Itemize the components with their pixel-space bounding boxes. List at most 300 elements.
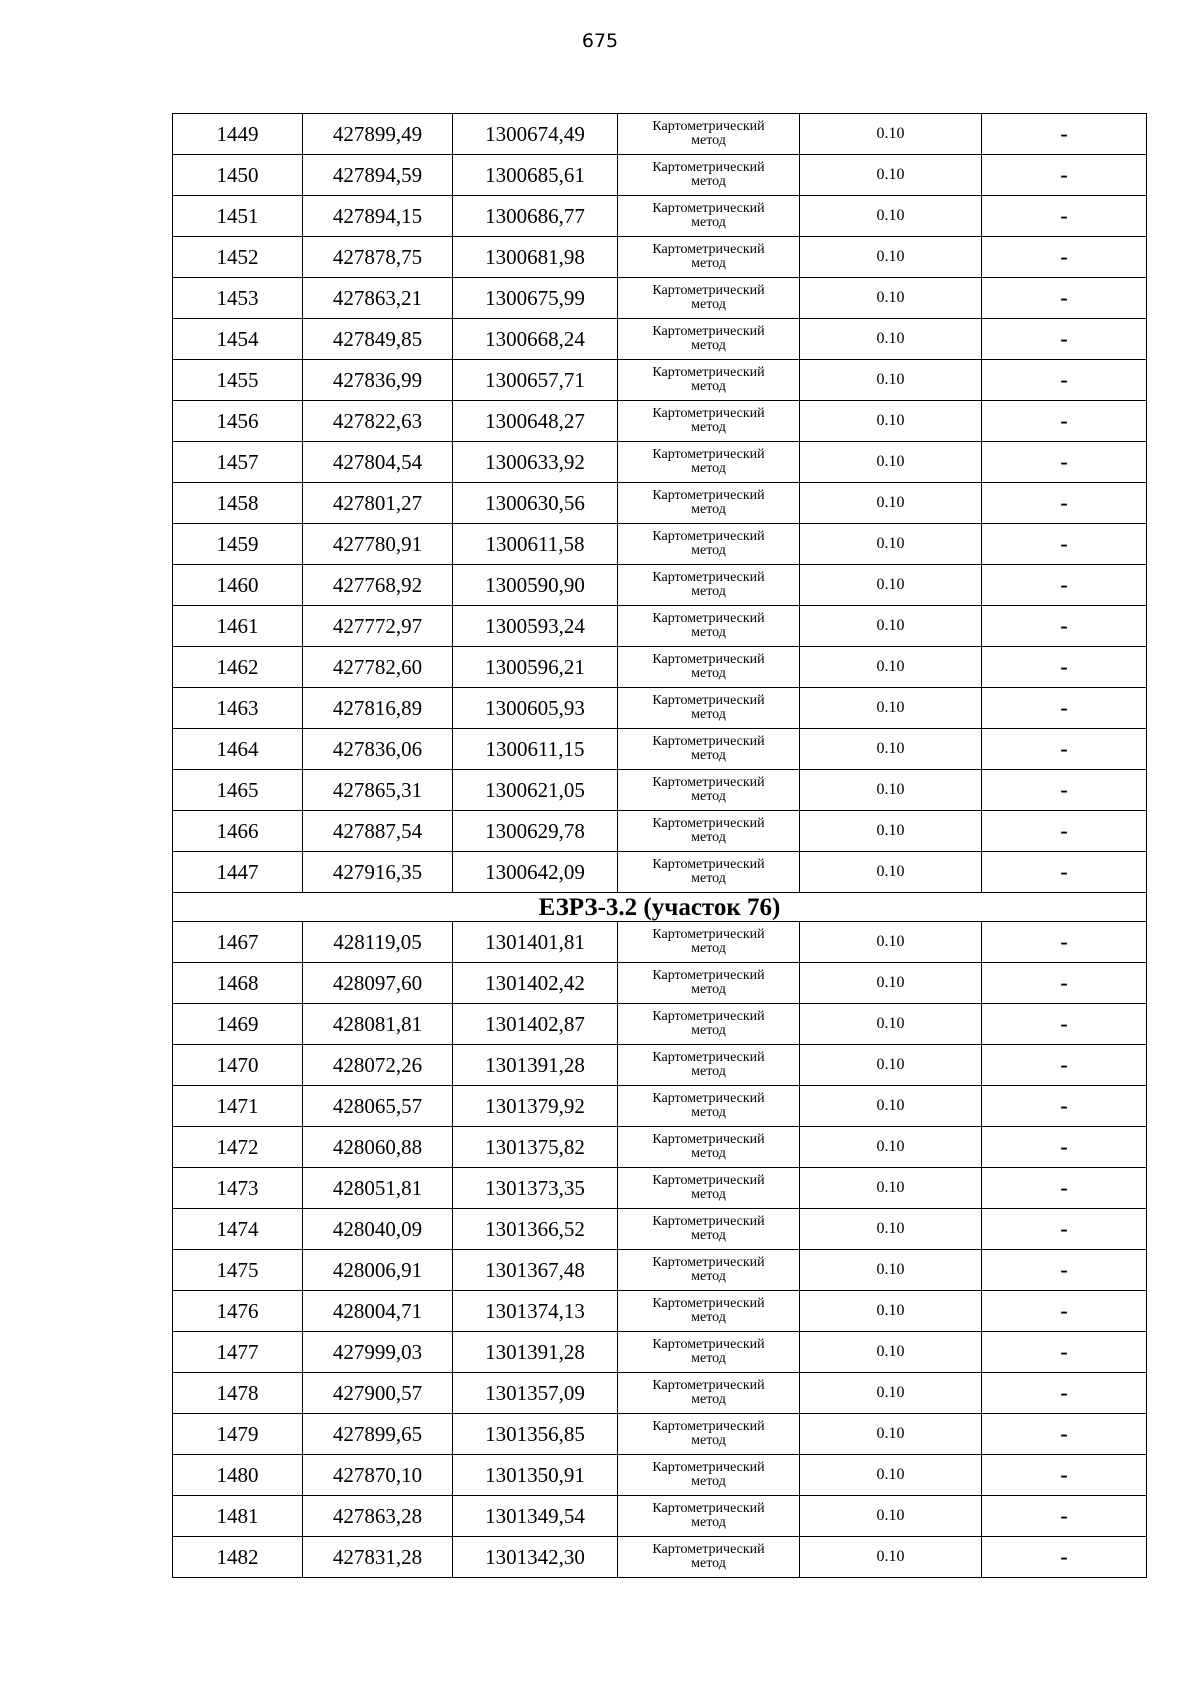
y-coordinate-cell: 1301375,82	[453, 1127, 618, 1168]
method-cell	[618, 1127, 800, 1168]
method-label-line2: метод	[691, 543, 726, 558]
method-cell	[618, 1455, 800, 1496]
table-row	[173, 688, 1147, 729]
method-cell	[618, 565, 800, 606]
method-cell	[618, 606, 800, 647]
x-coordinate-cell: 427878,75	[303, 237, 453, 278]
accuracy-cell: 0.10	[800, 1414, 982, 1455]
point-number-cell: 1478	[173, 1373, 303, 1414]
x-coordinate-cell: 428081,81	[303, 1004, 453, 1045]
description-cell: -	[982, 1496, 1147, 1537]
method-label-line1: Картометрический	[652, 119, 765, 134]
method-cell	[618, 524, 800, 565]
method-label-line2: метод	[691, 1064, 726, 1079]
page-number: 675	[581, 30, 619, 52]
method-label-line1: Картометрический	[652, 1255, 765, 1270]
table-row	[173, 770, 1147, 811]
x-coordinate-cell: 427836,99	[303, 360, 453, 401]
table-row	[173, 1004, 1147, 1045]
method-label-line2: метод	[691, 1310, 726, 1325]
table-row	[173, 196, 1147, 237]
point-number-cell: 1468	[173, 963, 303, 1004]
method-label-line1: Картометрический	[652, 611, 765, 626]
y-coordinate-cell: 1300642,09	[453, 852, 618, 893]
table-row	[173, 1373, 1147, 1414]
method-cell	[618, 811, 800, 852]
method-label-line1: Картометрический	[652, 447, 765, 462]
point-number-cell: 1450	[173, 155, 303, 196]
description-cell: -	[982, 1209, 1147, 1250]
method-cell	[618, 647, 800, 688]
method-cell	[618, 963, 800, 1004]
accuracy-cell: 0.10	[800, 1455, 982, 1496]
point-number-cell: 1457	[173, 442, 303, 483]
description-cell: -	[982, 770, 1147, 811]
method-label-line2: метод	[691, 215, 726, 230]
method-label-line1: Картометрический	[652, 927, 765, 942]
description-cell: -	[982, 1414, 1147, 1455]
table-row	[173, 1414, 1147, 1455]
point-number-cell: 1472	[173, 1127, 303, 1168]
x-coordinate-cell: 427822,63	[303, 401, 453, 442]
method-label-line2: метод	[691, 1105, 726, 1120]
point-number-cell: 1471	[173, 1086, 303, 1127]
x-coordinate-cell: 427894,15	[303, 196, 453, 237]
x-coordinate-cell: 427801,27	[303, 483, 453, 524]
method-label-line1: Картометрический	[652, 1050, 765, 1065]
method-label-line2: метод	[691, 666, 726, 681]
table-row	[173, 1127, 1147, 1168]
table-row	[173, 647, 1147, 688]
point-number-cell: 1475	[173, 1250, 303, 1291]
point-number-cell: 1481	[173, 1496, 303, 1537]
point-number-cell: 1473	[173, 1168, 303, 1209]
table-row	[173, 852, 1147, 893]
method-label-line2: метод	[691, 871, 726, 886]
table-row	[173, 1045, 1147, 1086]
description-cell: -	[982, 729, 1147, 770]
description-cell: -	[982, 237, 1147, 278]
y-coordinate-cell: 1300674,49	[453, 114, 618, 155]
method-cell	[618, 401, 800, 442]
method-cell	[618, 1086, 800, 1127]
method-label-line1: Картометрический	[652, 1419, 765, 1434]
method-label-line2: метод	[691, 1146, 726, 1161]
description-cell: -	[982, 1537, 1147, 1578]
method-label-line1: Картометрический	[652, 775, 765, 790]
y-coordinate-cell: 1300611,58	[453, 524, 618, 565]
accuracy-cell: 0.10	[800, 1168, 982, 1209]
point-number-cell: 1479	[173, 1414, 303, 1455]
method-cell	[618, 360, 800, 401]
x-coordinate-cell: 427870,10	[303, 1455, 453, 1496]
x-coordinate-cell: 427865,31	[303, 770, 453, 811]
method-label-line2: метод	[691, 830, 726, 845]
table-row	[173, 1496, 1147, 1537]
x-coordinate-cell: 427916,35	[303, 852, 453, 893]
point-number-cell: 1462	[173, 647, 303, 688]
accuracy-cell: 0.10	[800, 1004, 982, 1045]
method-cell	[618, 1168, 800, 1209]
method-cell	[618, 1537, 800, 1578]
x-coordinate-cell: 427816,89	[303, 688, 453, 729]
method-label-line1: Картометрический	[652, 570, 765, 585]
method-cell	[618, 1004, 800, 1045]
x-coordinate-cell: 427894,59	[303, 155, 453, 196]
method-label-line1: Картометрический	[652, 693, 765, 708]
description-cell: -	[982, 922, 1147, 963]
y-coordinate-cell: 1301342,30	[453, 1537, 618, 1578]
method-cell	[618, 1414, 800, 1455]
y-coordinate-cell: 1301357,09	[453, 1373, 618, 1414]
method-cell	[618, 688, 800, 729]
table-row	[173, 1250, 1147, 1291]
y-coordinate-cell: 1300596,21	[453, 647, 618, 688]
y-coordinate-cell: 1301356,85	[453, 1414, 618, 1455]
table-row	[173, 963, 1147, 1004]
y-coordinate-cell: 1300686,77	[453, 196, 618, 237]
table-row	[173, 401, 1147, 442]
method-cell	[618, 1373, 800, 1414]
method-cell	[618, 1332, 800, 1373]
method-cell	[618, 1209, 800, 1250]
point-number-cell: 1477	[173, 1332, 303, 1373]
table-row	[173, 606, 1147, 647]
point-number-cell: 1456	[173, 401, 303, 442]
description-cell: -	[982, 688, 1147, 729]
description-cell: -	[982, 155, 1147, 196]
x-coordinate-cell: 428051,81	[303, 1168, 453, 1209]
y-coordinate-cell: 1300648,27	[453, 401, 618, 442]
accuracy-cell: 0.10	[800, 1373, 982, 1414]
description-cell: -	[982, 1250, 1147, 1291]
method-label-line1: Картометрический	[652, 857, 765, 872]
description-cell: -	[982, 811, 1147, 852]
description-cell: -	[982, 114, 1147, 155]
accuracy-cell: 0.10	[800, 319, 982, 360]
method-cell	[618, 237, 800, 278]
table-row	[173, 729, 1147, 770]
x-coordinate-cell: 427831,28	[303, 1537, 453, 1578]
method-label-line1: Картометрический	[652, 1091, 765, 1106]
method-label-line2: метод	[691, 982, 726, 997]
accuracy-cell: 0.10	[800, 963, 982, 1004]
y-coordinate-cell: 1301379,92	[453, 1086, 618, 1127]
accuracy-cell: 0.10	[800, 1209, 982, 1250]
description-cell: -	[982, 1168, 1147, 1209]
method-label-line1: Картометрический	[652, 1501, 765, 1516]
description-cell: -	[982, 196, 1147, 237]
method-label-line2: метод	[691, 174, 726, 189]
method-label-line1: Картометрический	[652, 652, 765, 667]
description-cell: -	[982, 1332, 1147, 1373]
y-coordinate-cell: 1300630,56	[453, 483, 618, 524]
table-row	[173, 278, 1147, 319]
y-coordinate-cell: 1300633,92	[453, 442, 618, 483]
method-label-line2: метод	[691, 625, 726, 640]
method-label-line1: Картометрический	[652, 160, 765, 175]
point-number-cell: 1470	[173, 1045, 303, 1086]
method-label-line1: Картометрический	[652, 283, 765, 298]
method-label-line1: Картометрический	[652, 406, 765, 421]
method-cell	[618, 278, 800, 319]
point-number-cell: 1463	[173, 688, 303, 729]
method-label-line1: Картометрический	[652, 1009, 765, 1024]
accuracy-cell: 0.10	[800, 1537, 982, 1578]
accuracy-cell: 0.10	[800, 483, 982, 524]
point-number-cell: 1480	[173, 1455, 303, 1496]
accuracy-cell: 0.10	[800, 1291, 982, 1332]
method-label-line1: Картометрический	[652, 488, 765, 503]
accuracy-cell: 0.10	[800, 1496, 982, 1537]
y-coordinate-cell: 1301402,42	[453, 963, 618, 1004]
y-coordinate-cell: 1300593,24	[453, 606, 618, 647]
coordinates-table-body	[173, 114, 1147, 1578]
method-label-line2: метод	[691, 789, 726, 804]
table-row	[173, 319, 1147, 360]
description-cell: -	[982, 1455, 1147, 1496]
method-label-line1: Картометрический	[652, 324, 765, 339]
description-cell: -	[982, 442, 1147, 483]
x-coordinate-cell: 427768,92	[303, 565, 453, 606]
method-label-line2: метод	[691, 502, 726, 517]
description-cell: -	[982, 1086, 1147, 1127]
y-coordinate-cell: 1301350,91	[453, 1455, 618, 1496]
method-label-line2: метод	[691, 1269, 726, 1284]
accuracy-cell: 0.10	[800, 647, 982, 688]
y-coordinate-cell: 1301349,54	[453, 1496, 618, 1537]
x-coordinate-cell: 427999,03	[303, 1332, 453, 1373]
accuracy-cell: 0.10	[800, 442, 982, 483]
description-cell: -	[982, 401, 1147, 442]
table-row	[173, 1332, 1147, 1373]
x-coordinate-cell: 427899,65	[303, 1414, 453, 1455]
method-cell	[618, 1496, 800, 1537]
point-number-cell: 1453	[173, 278, 303, 319]
accuracy-cell: 0.10	[800, 1250, 982, 1291]
table-row	[173, 155, 1147, 196]
y-coordinate-cell: 1300621,05	[453, 770, 618, 811]
point-number-cell: 1464	[173, 729, 303, 770]
y-coordinate-cell: 1300657,71	[453, 360, 618, 401]
method-label-line2: метод	[691, 420, 726, 435]
description-cell: -	[982, 1045, 1147, 1086]
accuracy-cell: 0.10	[800, 196, 982, 237]
method-label-line2: метод	[691, 748, 726, 763]
x-coordinate-cell: 428119,05	[303, 922, 453, 963]
accuracy-cell: 0.10	[800, 770, 982, 811]
method-cell	[618, 442, 800, 483]
x-coordinate-cell: 428060,88	[303, 1127, 453, 1168]
description-cell: -	[982, 1373, 1147, 1414]
description-cell: -	[982, 647, 1147, 688]
description-cell: -	[982, 606, 1147, 647]
accuracy-cell: 0.10	[800, 606, 982, 647]
accuracy-cell: 0.10	[800, 524, 982, 565]
y-coordinate-cell: 1300590,90	[453, 565, 618, 606]
point-number-cell: 1452	[173, 237, 303, 278]
method-label-line2: метод	[691, 1474, 726, 1489]
table-row	[173, 1537, 1147, 1578]
method-label-line1: Картометрический	[652, 529, 765, 544]
method-label-line2: метод	[691, 1556, 726, 1571]
x-coordinate-cell: 428097,60	[303, 963, 453, 1004]
y-coordinate-cell: 1300611,15	[453, 729, 618, 770]
method-cell	[618, 1250, 800, 1291]
accuracy-cell: 0.10	[800, 237, 982, 278]
y-coordinate-cell: 1301391,28	[453, 1045, 618, 1086]
method-label-line2: метод	[691, 1228, 726, 1243]
point-number-cell: 1469	[173, 1004, 303, 1045]
method-label-line2: метод	[691, 1515, 726, 1530]
point-number-cell: 1476	[173, 1291, 303, 1332]
method-label-line2: метод	[691, 1187, 726, 1202]
method-label-line1: Картометрический	[652, 1378, 765, 1393]
method-label-line2: метод	[691, 461, 726, 476]
x-coordinate-cell: 428072,26	[303, 1045, 453, 1086]
accuracy-cell: 0.10	[800, 1045, 982, 1086]
method-label-line2: метод	[691, 256, 726, 271]
accuracy-cell: 0.10	[800, 1332, 982, 1373]
y-coordinate-cell: 1301391,28	[453, 1332, 618, 1373]
x-coordinate-cell: 428006,91	[303, 1250, 453, 1291]
description-cell: -	[982, 1127, 1147, 1168]
method-cell	[618, 319, 800, 360]
accuracy-cell: 0.10	[800, 688, 982, 729]
table-row	[173, 483, 1147, 524]
point-number-cell: 1460	[173, 565, 303, 606]
x-coordinate-cell: 428040,09	[303, 1209, 453, 1250]
x-coordinate-cell: 427782,60	[303, 647, 453, 688]
point-number-cell: 1449	[173, 114, 303, 155]
point-number-cell: 1459	[173, 524, 303, 565]
point-number-cell: 1451	[173, 196, 303, 237]
method-label-line1: Картометрический	[652, 365, 765, 380]
table-row	[173, 922, 1147, 963]
section-title: ЕЗРЗ-3.2 (участок 76)	[173, 893, 1147, 922]
accuracy-cell: 0.10	[800, 360, 982, 401]
method-label-line1: Картометрический	[652, 1173, 765, 1188]
accuracy-cell: 0.10	[800, 811, 982, 852]
y-coordinate-cell: 1300668,24	[453, 319, 618, 360]
method-label-line2: метод	[691, 338, 726, 353]
y-coordinate-cell: 1300685,61	[453, 155, 618, 196]
method-cell	[618, 196, 800, 237]
y-coordinate-cell: 1300675,99	[453, 278, 618, 319]
y-coordinate-cell: 1301373,35	[453, 1168, 618, 1209]
y-coordinate-cell: 1300629,78	[453, 811, 618, 852]
table-row	[173, 565, 1147, 606]
method-label-line2: метод	[691, 1023, 726, 1038]
method-label-line2: метод	[691, 1433, 726, 1448]
y-coordinate-cell: 1301402,87	[453, 1004, 618, 1045]
description-cell: -	[982, 963, 1147, 1004]
point-number-cell: 1455	[173, 360, 303, 401]
coordinates-table	[172, 113, 1147, 1578]
method-cell	[618, 1045, 800, 1086]
method-label-line1: Картометрический	[652, 1296, 765, 1311]
y-coordinate-cell: 1300605,93	[453, 688, 618, 729]
point-number-cell: 1466	[173, 811, 303, 852]
method-cell	[618, 729, 800, 770]
y-coordinate-cell: 1301401,81	[453, 922, 618, 963]
x-coordinate-cell: 428065,57	[303, 1086, 453, 1127]
description-cell: -	[982, 278, 1147, 319]
accuracy-cell: 0.10	[800, 852, 982, 893]
method-label-line1: Картометрический	[652, 1132, 765, 1147]
method-label-line2: метод	[691, 379, 726, 394]
method-label-line1: Картометрический	[652, 1542, 765, 1557]
table-row	[173, 1086, 1147, 1127]
x-coordinate-cell: 427899,49	[303, 114, 453, 155]
description-cell: -	[982, 360, 1147, 401]
x-coordinate-cell: 427780,91	[303, 524, 453, 565]
method-label-line2: метод	[691, 1351, 726, 1366]
method-cell	[618, 852, 800, 893]
method-label-line1: Картометрический	[652, 242, 765, 257]
method-label-line1: Картометрический	[652, 1460, 765, 1475]
method-label-line1: Картометрический	[652, 816, 765, 831]
y-coordinate-cell: 1301374,13	[453, 1291, 618, 1332]
table-row	[173, 442, 1147, 483]
accuracy-cell: 0.10	[800, 729, 982, 770]
x-coordinate-cell: 427863,28	[303, 1496, 453, 1537]
method-cell	[618, 922, 800, 963]
method-cell	[618, 483, 800, 524]
table-row	[173, 237, 1147, 278]
description-cell: -	[982, 565, 1147, 606]
table-row	[173, 1209, 1147, 1250]
x-coordinate-cell: 428004,71	[303, 1291, 453, 1332]
table-row	[173, 524, 1147, 565]
accuracy-cell: 0.10	[800, 565, 982, 606]
x-coordinate-cell: 427836,06	[303, 729, 453, 770]
method-cell	[618, 770, 800, 811]
method-cell	[618, 114, 800, 155]
accuracy-cell: 0.10	[800, 1127, 982, 1168]
point-number-cell: 1482	[173, 1537, 303, 1578]
x-coordinate-cell: 427804,54	[303, 442, 453, 483]
method-cell	[618, 155, 800, 196]
y-coordinate-cell: 1300681,98	[453, 237, 618, 278]
method-label-line1: Картометрический	[652, 968, 765, 983]
method-label-line2: метод	[691, 1392, 726, 1407]
x-coordinate-cell: 427887,54	[303, 811, 453, 852]
description-cell: -	[982, 319, 1147, 360]
method-label-line1: Картометрический	[652, 734, 765, 749]
description-cell: -	[982, 524, 1147, 565]
point-number-cell: 1454	[173, 319, 303, 360]
table-row	[173, 1291, 1147, 1332]
point-number-cell: 1474	[173, 1209, 303, 1250]
accuracy-cell: 0.10	[800, 114, 982, 155]
method-label-line2: метод	[691, 941, 726, 956]
table-row	[173, 1455, 1147, 1496]
method-label-line2: метод	[691, 297, 726, 312]
description-cell: -	[982, 852, 1147, 893]
x-coordinate-cell: 427849,85	[303, 319, 453, 360]
table-row	[173, 1168, 1147, 1209]
table-row	[173, 811, 1147, 852]
point-number-cell: 1465	[173, 770, 303, 811]
accuracy-cell: 0.10	[800, 278, 982, 319]
y-coordinate-cell: 1301366,52	[453, 1209, 618, 1250]
y-coordinate-cell: 1301367,48	[453, 1250, 618, 1291]
method-label-line1: Картометрический	[652, 1214, 765, 1229]
table-row	[173, 360, 1147, 401]
accuracy-cell: 0.10	[800, 401, 982, 442]
method-label-line2: метод	[691, 133, 726, 148]
